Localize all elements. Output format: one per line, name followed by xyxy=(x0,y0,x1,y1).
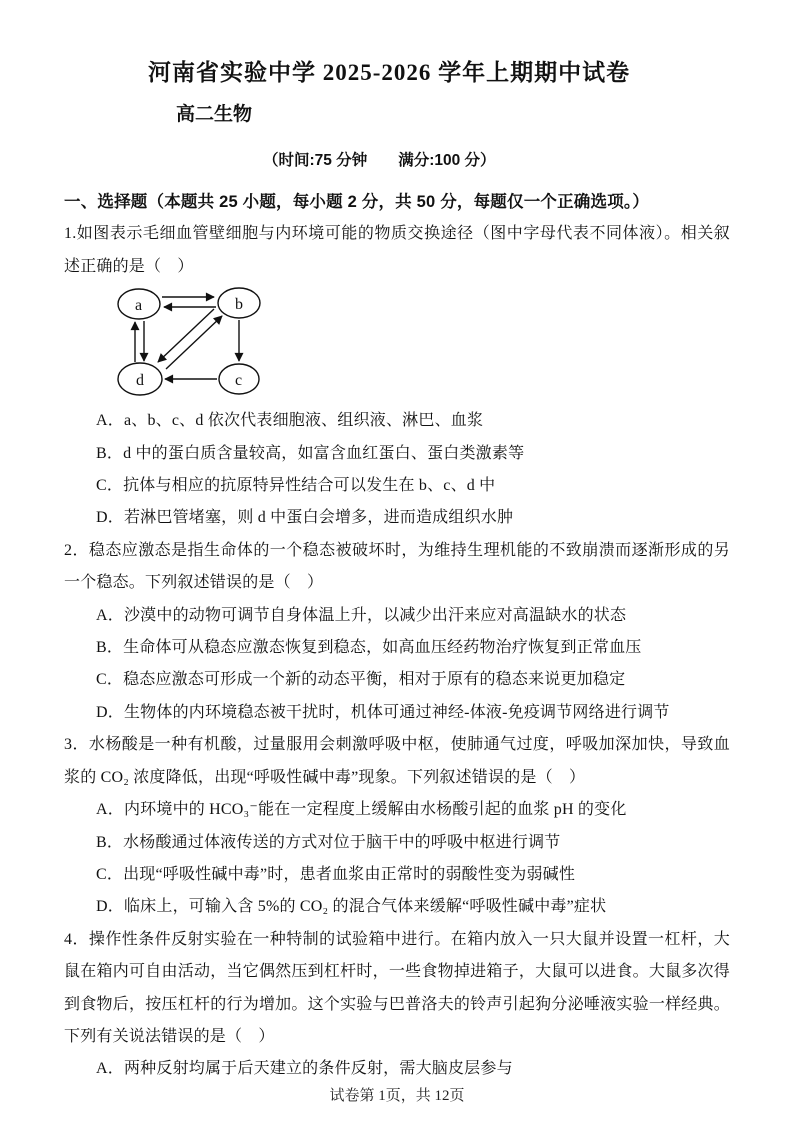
option-label: D． xyxy=(96,898,124,916)
option-label: A． xyxy=(96,412,124,430)
question-3-option-d xyxy=(96,891,730,923)
page-title: 河南省实验中学 2025-2026 学年上期期中试卷 xyxy=(148,60,631,85)
question-3 xyxy=(64,729,730,923)
question-1-stem: 1.如图表示毛细血管壁细胞与内环境可能的物质交换途径（图中字母代表不同体液）。相关叙述正确的是（ ） xyxy=(64,225,730,275)
question-2-stem: 2．稳态应激态是指生命体的一个稳态被破坏时，为维持生理机能的不致崩溃而逐渐形成的另一个稳态。下列叙述错误的是（ ） xyxy=(64,541,730,592)
node-d-label: d xyxy=(136,372,145,390)
option-label: C． xyxy=(96,477,124,495)
option-text: a、b、c、d 依次代表细胞液、组织液、淋巴、血浆 xyxy=(123,412,484,430)
question-3-option-a xyxy=(96,794,730,826)
page-footer: 试卷第 1页，共 12页 xyxy=(329,1088,465,1104)
option-text: 内环境中的 HCO₃⁻能在一定程度上缓解由水杨酸引起的血浆 pH 的变化 xyxy=(123,801,627,819)
option-text: 水杨酸通过体液传送的方式对位于脑干中的呼吸中枢进行调节 xyxy=(123,833,561,851)
question-1-option-c xyxy=(96,470,730,502)
question-1 xyxy=(64,218,730,534)
option-label: B． xyxy=(96,833,124,851)
body-fluid-exchange-figure xyxy=(104,285,289,405)
edge-b-to-d xyxy=(158,309,214,362)
question-2-option-a xyxy=(96,600,730,632)
node-a-label: a xyxy=(135,297,143,315)
question-1-option-a xyxy=(96,405,730,437)
option-label: D． xyxy=(96,509,124,527)
question-2-option-d xyxy=(96,697,730,729)
question-4-option-a xyxy=(96,1053,730,1085)
option-text: 沙漠中的动物可调节自身体温上升，以减少出汗来应对高温缺水的状态 xyxy=(123,606,627,624)
question-2 xyxy=(64,535,730,729)
question-3-stem: 3．水杨酸是一种有机酸，过量服用会刺激呼吸中枢，使肺通气过度，呼吸加深加快，导致血浆的 CO₂ 浓度降低，出现“呼吸性碱中毒”现象。下列叙述错误的是（ ） xyxy=(64,736,730,786)
option-label: A． xyxy=(96,801,124,819)
edge-d-to-b xyxy=(166,316,222,369)
option-label: D． xyxy=(96,703,124,721)
option-text: 稳态应激态可形成一个新的动态平衡，相对于原有的稳态来说更加稳定 xyxy=(123,671,626,689)
option-text: 生物体的内环境稳态被干扰时，机体可通过神经-体液-免疫调节网络进行调节 xyxy=(123,703,670,721)
option-text: 若淋巴管堵塞，则 d 中蛋白会增多，进而造成组织水肿 xyxy=(123,509,514,527)
node-c-label: c xyxy=(235,372,243,390)
question-3-option-b xyxy=(96,827,730,859)
question-3-option-c xyxy=(96,859,730,891)
question-1-option-b xyxy=(96,438,730,470)
subject-title: 高二生物 xyxy=(176,104,253,125)
option-label: C． xyxy=(96,671,124,689)
option-label: B． xyxy=(96,639,124,657)
question-2-option-b xyxy=(96,632,730,664)
option-text: 生命体可从稳态应激态恢复到稳态，如高血压经药物治疗恢复到正常血压 xyxy=(123,639,642,657)
option-label: A． xyxy=(96,606,124,624)
node-b-label: b xyxy=(235,296,244,314)
option-text: 出现“呼吸性碱中毒”时，患者血浆由正常时的弱酸性变为弱碱性 xyxy=(123,865,576,883)
option-text: 抗体与相应的抗原特异性结合可以发生在 b、c、d 中 xyxy=(123,477,496,495)
question-1-option-d xyxy=(96,502,730,534)
exam-content xyxy=(64,186,730,1086)
exam-time-score-info: （时间:75 分钟 满分:100 分） xyxy=(263,152,496,169)
option-text: d 中的蛋白质含量较高，如富含血红蛋白、蛋白类激素等 xyxy=(123,444,525,462)
question-4 xyxy=(64,924,730,1086)
option-label: A． xyxy=(96,1060,124,1078)
question-4-stem: 4．操作性条件反射实验在一种特制的试验箱中进行。在箱内放入一只大鼠并设置一杠杆，大鼠在箱内可自由活动，当它偶然压到杠杆时，一些食物掉进箱子，大鼠可以进食。大鼠多次得到食物后，按压杠杆的行为增加。这个实验与巴普洛夫的铃声引起狗分泌唾液实验一样经典。下列有关说法错误的是（ ） xyxy=(64,930,730,1045)
option-label: B． xyxy=(96,444,124,462)
section-heading: 一、选择题（本题共 25 小题，每小题 2 分，共 50 分，每题仅一个正确选项。） xyxy=(64,193,650,211)
option-label: C． xyxy=(96,865,124,883)
option-text: 两种反射均属于后天建立的条件反射，需大脑皮层参与 xyxy=(123,1060,513,1078)
question-2-option-c xyxy=(96,664,730,696)
question-1-diagram xyxy=(104,285,730,405)
option-text: 临床上，可输入含 5%的 CO₂ 的混合气体来缓解“呼吸性碱中毒”症状 xyxy=(123,898,607,916)
